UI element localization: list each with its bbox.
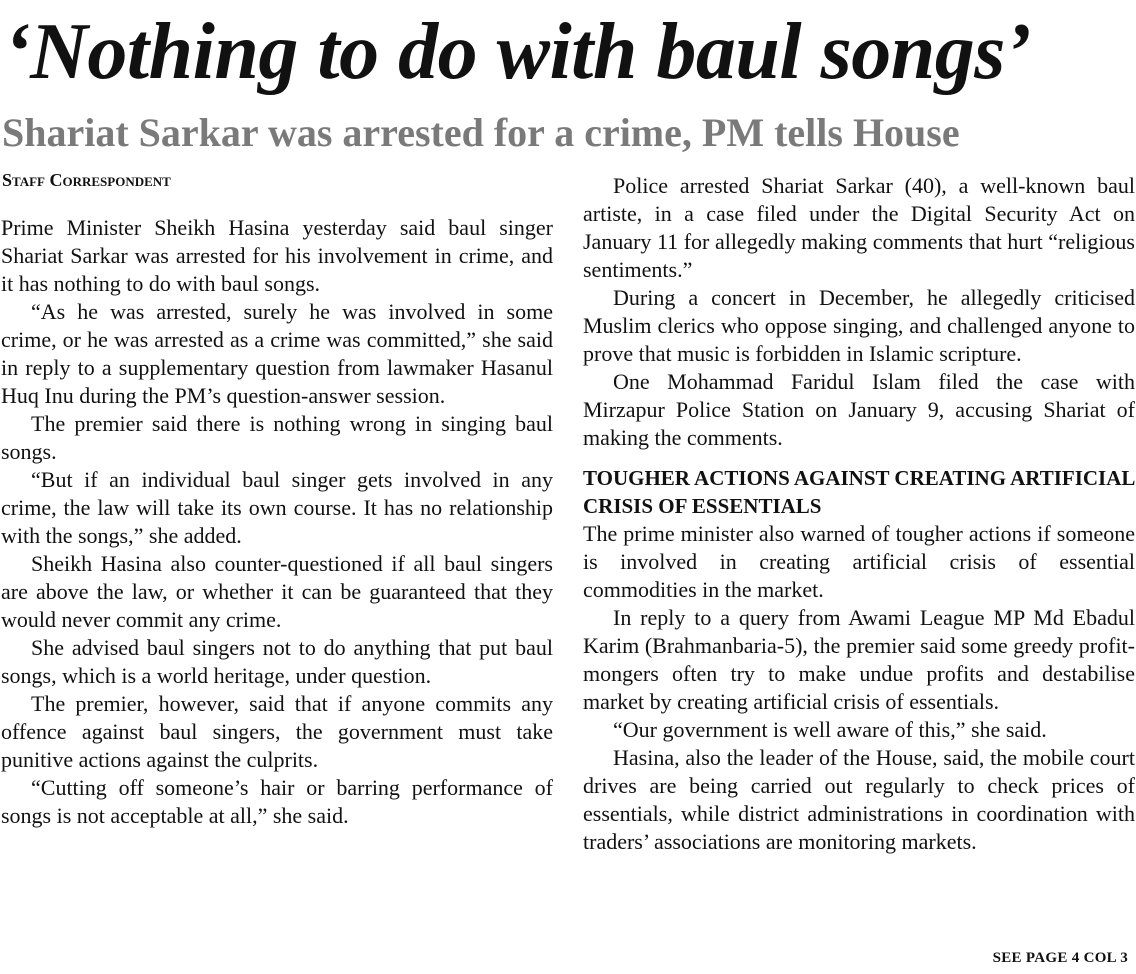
paragraph: The premier, however, said that if anyone commits any offence against baul singers, the government must take punitive actions against the culprits.: [1, 691, 553, 772]
paragraph: Sheikh Hasina also counter-questioned if all baul singers are above the law, or whether it can be guaranteed that they would never commit any crime.: [1, 551, 553, 632]
paragraph: The premier said there is nothing wrong in singing baul songs.: [1, 411, 553, 464]
paragraph: “As he was arrested, surely he was involved in some crime, or he was arrested as a crime was committed,” she said in reply to a supplementary question from lawmaker Hasanul Huq Inu during the PM’s question-answer session.: [1, 299, 553, 408]
subheadline: Shariat Sarkar was arrested for a crime, PM tells House: [2, 110, 960, 155]
paragraph: The prime minister also warned of tougher actions if someone is involved in creating artificial crisis of essential commodities in the market.: [583, 521, 1135, 602]
paragraph: “But if an individual baul singer gets involved in any crime, the law will take its own course. It has no relationship with the songs,” she added.: [1, 467, 553, 548]
continuation-jump: SEE PAGE 4 COL 3: [992, 950, 1128, 966]
byline: Staff Correspondent: [2, 170, 171, 190]
paragraph: Police arrested Shariat Sarkar (40), a well-known baul artiste, in a case filed under the Digital Security Act on January 11 for allegedly making comments that hurt “religious sentiments.”: [583, 173, 1135, 282]
headline: ‘Nothing to do with baul songs’: [4, 8, 1031, 96]
section-heading: TOUGHER ACTIONS AGAINST CREATING ARTIFICIAL CRISIS OF ESSENTIALS: [583, 466, 1135, 518]
paragraph: During a concert in December, he allegedly criticised Muslim clerics who oppose singing, and challenged anyone to prove that music is forbidden in Islamic scripture.: [583, 285, 1135, 366]
paragraph: One Mohammad Faridul Islam filed the case with Mirzapur Police Station on January 9, accusing Shariat of making the comments.: [583, 369, 1135, 450]
article-column-2: [583, 172, 1135, 856]
paragraph: In reply to a query from Awami League MP Md Ebadul Karim (Brahmanbaria-5), the premier said some greedy profit-mongers often try to make undue profits and destabilise market by creating artificial crisis of essentials.: [583, 605, 1135, 714]
paragraph: Hasina, also the leader of the House, said, the mobile court drives are being carried out regularly to check prices of essentials, while district administrations in coordination with traders’ associations are monitoring markets.: [583, 745, 1135, 854]
article-column-1: [1, 214, 553, 830]
paragraph: “Cutting off someone’s hair or barring performance of songs is not acceptable at all,” she said.: [1, 775, 553, 828]
paragraph: Prime Minister Sheikh Hasina yesterday said baul singer Shariat Sarkar was arrested for his involvement in crime, and it has nothing to do with baul songs.: [1, 215, 553, 296]
paragraph: “Our government is well aware of this,” she said.: [613, 717, 1047, 742]
paragraph: She advised baul singers not to do anything that put baul songs, which is a world heritage, under question.: [1, 635, 553, 688]
